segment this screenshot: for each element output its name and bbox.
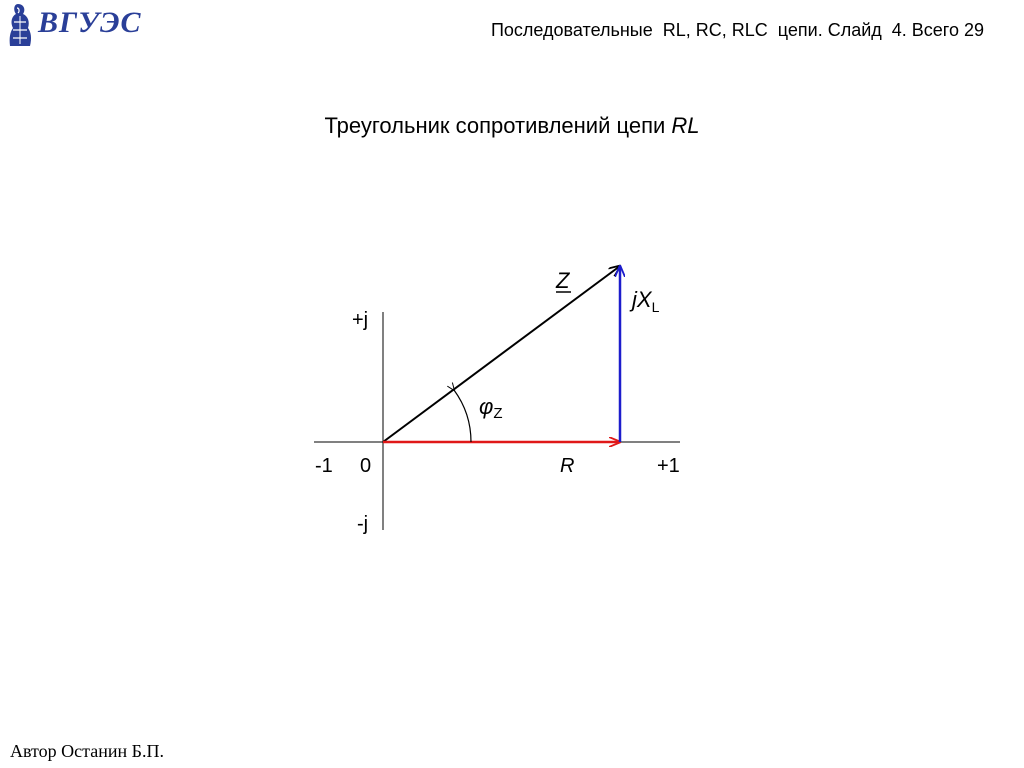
r-vector-label: R [560, 455, 575, 477]
axis-label-plus-j: +j [352, 309, 369, 331]
author-footer: Автор Останин Б.П. [10, 741, 164, 761]
z-vector-label: Z [556, 268, 570, 293]
axis-label-zero: 0 [360, 455, 372, 477]
axis-label-minus-j: -j [357, 513, 369, 535]
phi-angle-arc [454, 390, 471, 442]
jxl-vector-label: $jX_L$ [632, 287, 660, 315]
phi-angle-label: φZ [479, 394, 503, 422]
axis-label-plus-one: +1 [657, 455, 680, 477]
logo-text: ВГУЭС [38, 6, 142, 39]
header-title: Последовательные RL, RC, RLC цепи. Слайд 4. Всего 29 [490, 20, 984, 40]
axis-label-minus-one: -1 [315, 455, 333, 477]
page-title-circuit: RL [671, 113, 700, 138]
page-title-text: Треугольник сопротивлений цепи [324, 113, 672, 138]
